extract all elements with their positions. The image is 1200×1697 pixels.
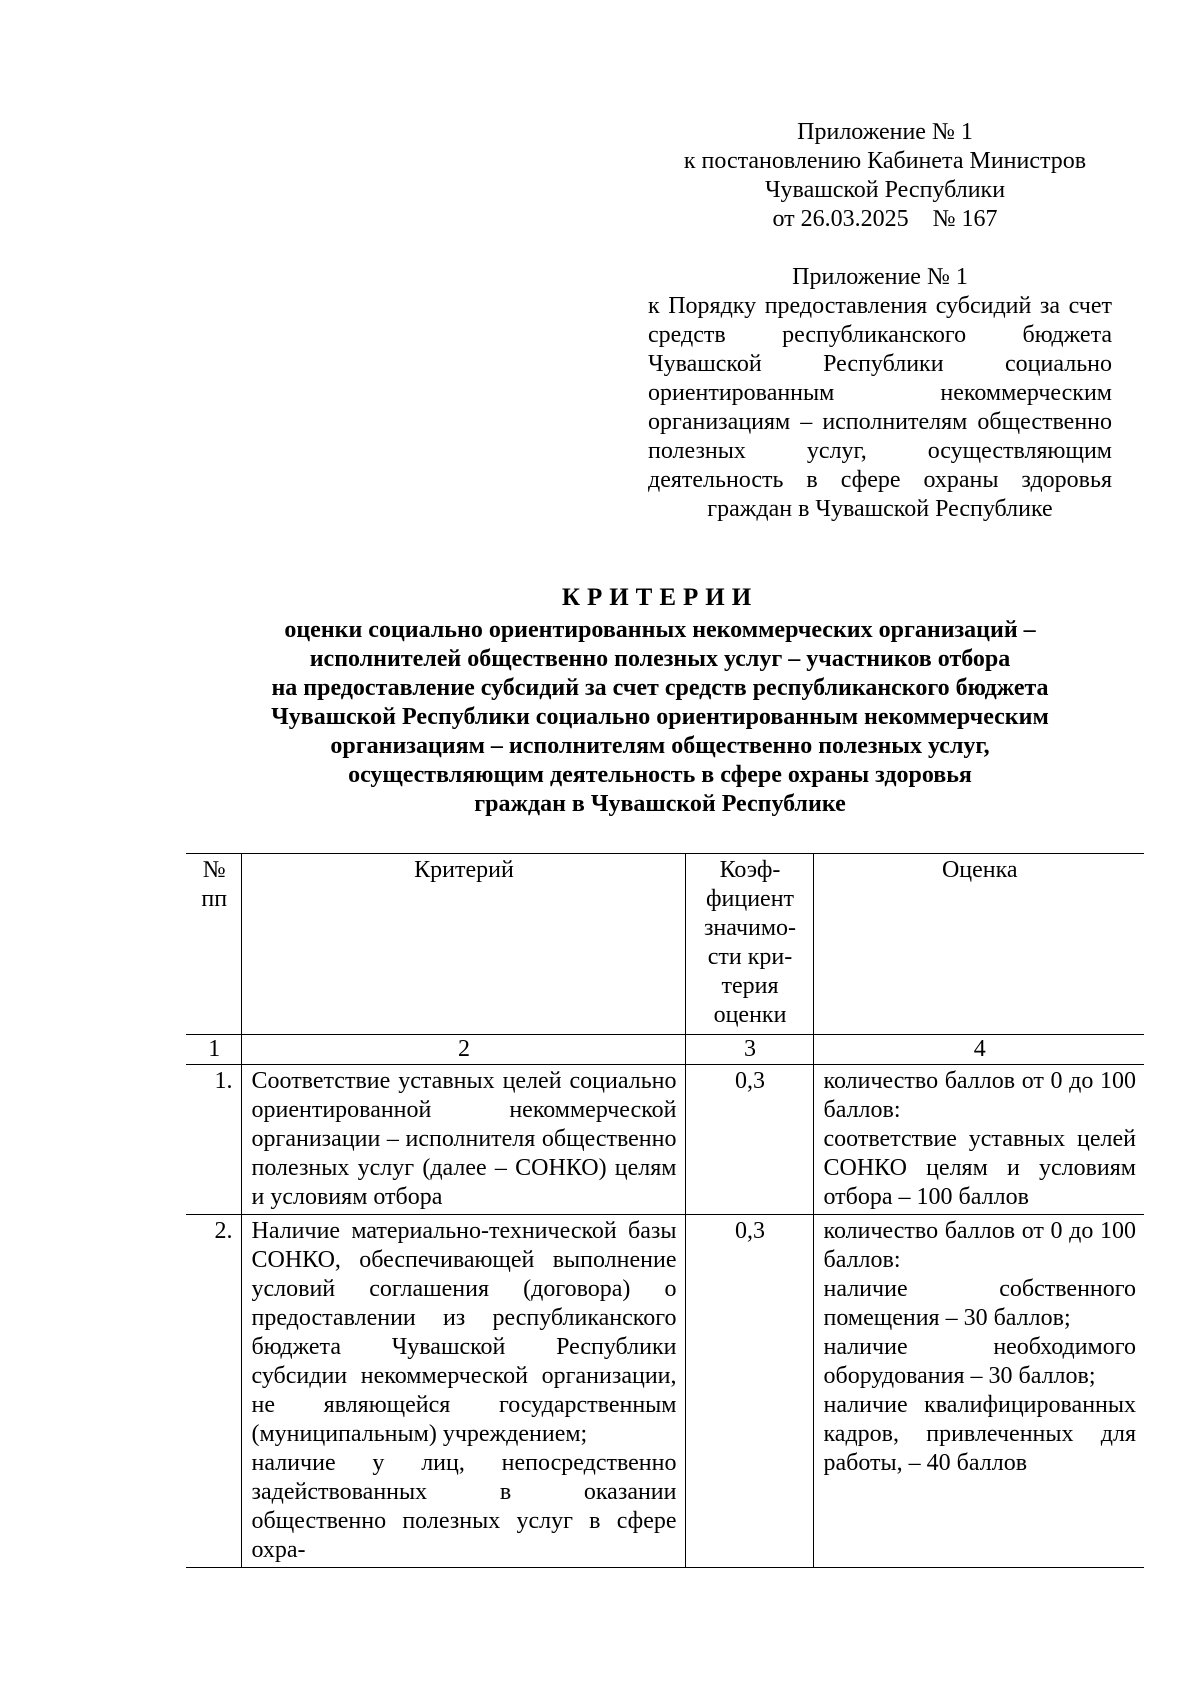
row-coefficient: 0,3: [685, 1215, 813, 1568]
table-row: [186, 1215, 1144, 1568]
subtitle-line: граждан в Чувашской Республике: [474, 791, 846, 817]
subtitle-line: Чувашской Республики социально ориентированным некоммерческим: [271, 704, 1049, 730]
appendix-resolution-line: к постановлению Кабинета Министров: [683, 148, 1087, 174]
appendix-resolution-line: Приложение № 1: [797, 119, 973, 145]
score-paragraph: наличие собственного помещения – 30 баллов;: [823, 1276, 1136, 1331]
header-num-label: № пп: [201, 857, 228, 912]
document-title: КРИТЕРИИ: [561, 584, 759, 611]
criterion-paragraph: Наличие материально-технической базы СОНКО, обеспечивающей выполнение условий соглашения (договора) о предоставлении из республиканского бюджета Чувашской Республики субсидии некоммерческой организации, не являющейся государственным (муниципальным) учреждением;: [251, 1218, 677, 1447]
table-header-row: [186, 854, 1144, 1035]
appendix-order-block: [648, 263, 1112, 524]
row-number: 1.: [186, 1065, 241, 1215]
subtitle-line: организациям – исполнителям общественно полезных услуг,: [330, 733, 990, 759]
appendix-resolution-date: от 26.03.2025 № 167: [772, 206, 998, 232]
subtitle-line: исполнителей общественно полезных услуг – участников отбора: [309, 646, 1011, 672]
row-criterion: [241, 1215, 685, 1568]
appendix-order-head: Приложение № 1: [792, 264, 968, 290]
header-criterion: [241, 854, 685, 1035]
criterion-paragraph: наличие у лиц, непосредственно задействованных в оказании общественно полезных услуг в сфере охра-: [251, 1450, 677, 1563]
row-criterion: [241, 1065, 685, 1215]
row-number: 2.: [186, 1215, 241, 1568]
header-criterion-label: Критерий: [414, 857, 514, 883]
row-score: [813, 1065, 1144, 1215]
criterion-paragraph: Соответствие уставных целей социально ориентированной некоммерческой организации – исполнителя общественно полезных услуг (далее – СОНКО) целям и условиям отбора: [251, 1068, 677, 1210]
column-index: 1: [186, 1035, 241, 1065]
table-row: [186, 1065, 1144, 1215]
header-score-label: Оценка: [941, 857, 1018, 883]
subtitle-line: на предоставление субсидий за счет средств республиканского бюджета: [271, 675, 1049, 701]
document-subtitle: [180, 616, 1140, 819]
header-num: [186, 854, 241, 1035]
column-index: 3: [685, 1035, 813, 1065]
row-score: [813, 1215, 1144, 1568]
score-paragraph: количество баллов от 0 до 100 баллов:: [823, 1218, 1136, 1273]
column-index: 4: [813, 1035, 1144, 1065]
column-index: 2: [241, 1035, 685, 1065]
header-coefficient: [685, 854, 813, 1035]
appendix-resolution-line: Чувашской Республики: [764, 177, 1006, 203]
header-coefficient-label: Коэф-фициент значимо-сти кри-терия оценки: [703, 857, 797, 1028]
appendix-resolution-block: [660, 118, 1110, 234]
column-index-row: [186, 1035, 1144, 1065]
subtitle-line: оценки социально ориентированных некоммерческих организаций –: [284, 617, 1036, 643]
document-title-block: [180, 584, 1140, 819]
criteria-table: [186, 853, 1144, 1568]
row-coefficient: 0,3: [685, 1065, 813, 1215]
score-paragraph: соответствие уставных целей СОНКО целям и условиям отбора – 100 баллов: [823, 1126, 1136, 1210]
appendix-order-body: к Порядку предоставления субсидий за счет средств республиканского бюджета Чувашской Республики социально ориентированным некоммерческим организациям – исполнителям общественно полезных услуг, осуществляющим деятельность в сфере охраны здоровья граждан в Чувашской Республике: [648, 293, 1112, 522]
score-paragraph: наличие необходимого оборудования – 30 баллов;: [823, 1334, 1136, 1389]
score-paragraph: количество баллов от 0 до 100 баллов:: [823, 1068, 1136, 1123]
header-score: [813, 854, 1144, 1035]
score-paragraph: наличие квалифицированных кадров, привлеченных для работы, – 40 баллов: [823, 1392, 1136, 1476]
subtitle-line: осуществляющим деятельность в сфере охраны здоровья: [348, 762, 972, 788]
